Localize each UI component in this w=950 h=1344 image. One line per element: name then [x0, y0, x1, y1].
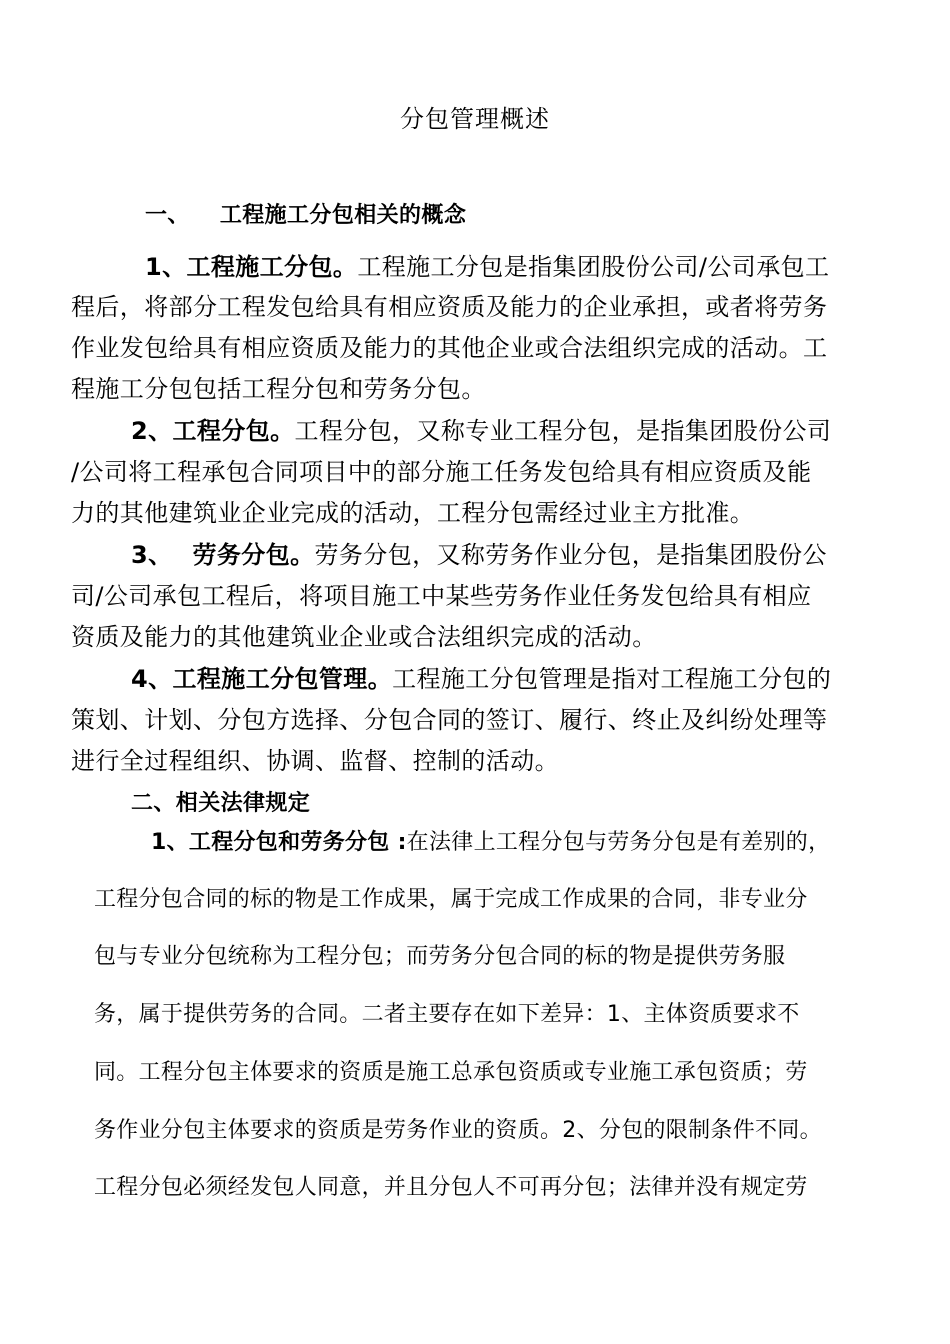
paragraph-4-line-3: 进行全过程组织、协调、监督、控制的活动。	[71, 747, 559, 775]
paragraph-1-line-3: 作业发包给具有相应资质及能力的其他企业或合法组织完成的活动。工	[71, 334, 828, 362]
section-2-paragraph-line-7: 工程分包必须经发包人同意，并且分包人不可再分包；法律并没有规定劳	[94, 1175, 808, 1200]
paragraph-1-line-1: 1、工程施工分包。工程施工分包是指集团股份公司/公司承包工	[145, 253, 830, 281]
paragraph-3-label-num: 3、	[131, 541, 173, 569]
section-2-heading: 二、相关法律规定	[131, 791, 311, 816]
paragraph-2-label: 2、工程分包。	[131, 417, 295, 445]
section-2-paragraph-line-4: 务，属于提供劳务的合同。二者主要存在如下差异：1、主体资质要求不	[94, 1002, 800, 1027]
section-1-heading	[145, 200, 466, 232]
paragraph-2-line-2: /公司将工程承包合同项目中的部分施工任务发包给具有相应资质及能	[71, 458, 812, 486]
paragraph-3-line-2: 司/公司承包工程后，将项目施工中某些劳务作业任务发包给具有相应	[71, 582, 812, 610]
paragraph-4-label: 4、工程施工分包管理。	[131, 665, 393, 693]
section-2-paragraph-line-6: 务作业分包主体要求的资质是劳务作业的资质。2、分包的限制条件不同。	[94, 1118, 822, 1143]
section-2-paragraph-line-3: 包与专业分包统称为工程分包；而劳务分包合同的标的物是提供劳务服	[94, 944, 786, 969]
paragraph-3-line-3: 资质及能力的其他建筑业企业或合法组织完成的活动。	[71, 623, 657, 651]
paragraph-3-label-text: 劳务分包。	[192, 541, 315, 569]
paragraph-1-label: 1、工程施工分包。	[145, 253, 358, 281]
paragraph-4-line-1: 4、工程施工分包管理。工程施工分包管理是指对工程施工分包的	[131, 665, 832, 693]
paragraph-2-line-1: 2、工程分包。工程分包，又称专业工程分包，是指集团股份公司	[131, 417, 832, 445]
paragraph-2-line-3: 力的其他建筑业企业完成的活动，工程分包需经过业主方批准。	[71, 499, 755, 527]
document-title: 分包管理概述	[400, 105, 550, 133]
section-2-paragraph-line-2: 工程分包合同的标的物是工作成果，属于完成工作成果的合同，非专业分	[94, 887, 808, 912]
section-1-heading-text: 工程施工分包相关的概念	[219, 203, 467, 228]
paragraph-1-line-4: 程施工分包包括工程分包和劳务分包。	[71, 375, 486, 403]
paragraph-1-line-2: 程后，将部分工程发包给具有相应资质及能力的企业承担，或者将劳务	[71, 293, 828, 321]
paragraph-4-line-2: 策划、计划、分包方选择、分包合同的签订、履行、终止及纠纷处理等	[71, 706, 828, 734]
section-2-paragraph-label: 1、工程分包和劳务分包 :	[151, 830, 407, 855]
section-2-paragraph-line-5: 同。工程分包主体要求的资质是施工总承包资质或专业施工承包资质；劳	[94, 1060, 808, 1085]
section-1-heading-num: 一、	[145, 203, 190, 228]
paragraph-3-line-1: 3、 劳务分包。劳务分包，又称劳务作业分包，是指集团股份公	[131, 541, 827, 569]
section-2-paragraph-line-1: 1、工程分包和劳务分包 :在法律上工程分包与劳务分包是有差别的，	[151, 830, 831, 855]
